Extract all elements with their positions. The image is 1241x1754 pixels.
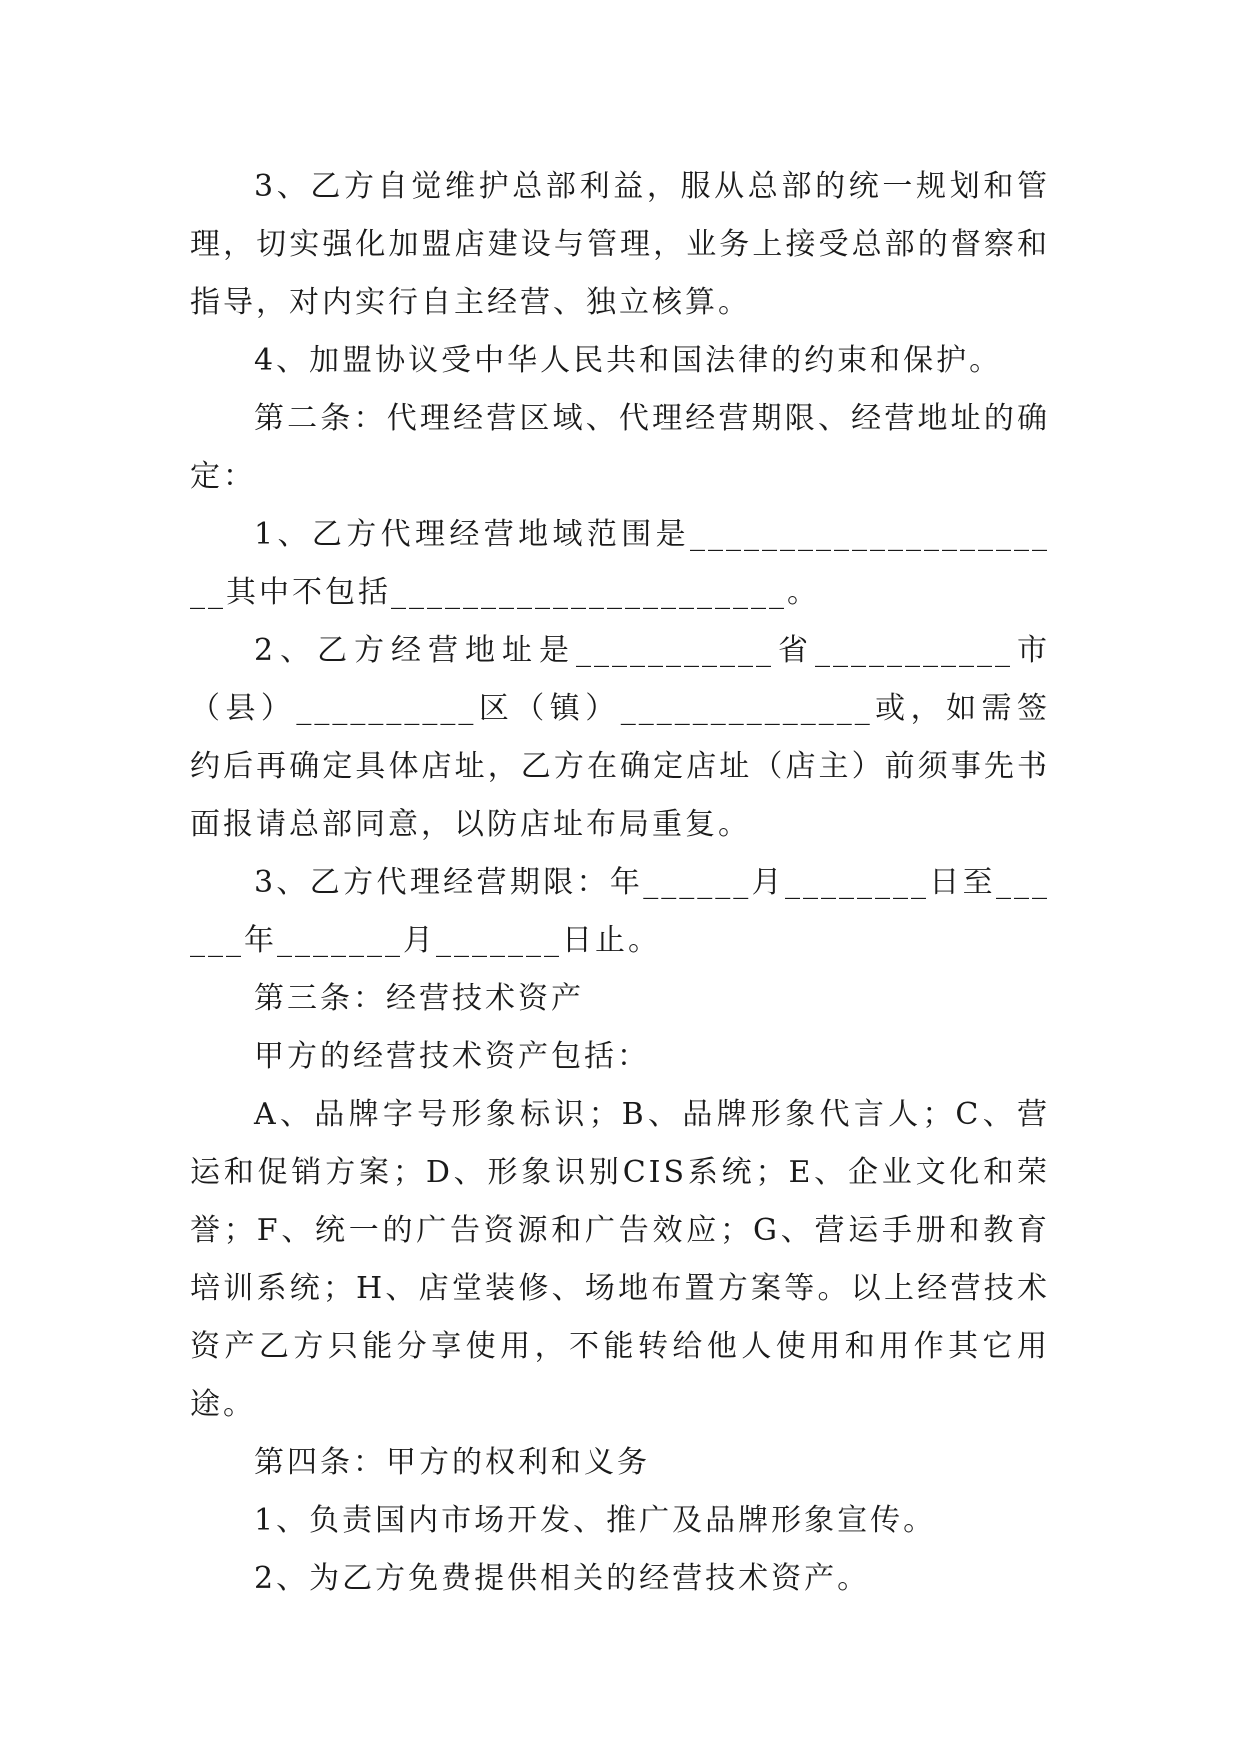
clause-3-self-maintenance: 3、乙方自觉维护总部利益，服从总部的统一规划和管理，切实强化加盟店建设与管理，业务上接受总部的督察和指导，对内实行自主经营、独立核算。 — [190, 169, 1050, 320]
article-2-heading: 第二条：代理经营区域、代理经营期限、经营地址的确定： — [190, 401, 1050, 494]
technical-assets-list: A、品牌字号形象标识；B、品牌形象代言人；C、营运和促销方案；D、形象识别CIS系统；E、企业文化和荣誉；F、统一的广告资源和广告效应；G、营运手册和教育培训系统；H、店堂装修、场地布置方案等。以上经营技术资产乙方只能分享使用，不能转给他人使用和用作其它用途。 — [190, 1097, 1050, 1422]
article-4-heading: 第四条：甲方的权利和义务 — [254, 1445, 650, 1480]
document-page — [190, 158, 1050, 1608]
technical-assets-intro: 甲方的经营技术资产包括： — [254, 1039, 650, 1074]
article-3-heading: 第三条：经营技术资产 — [254, 981, 584, 1016]
party-a-duty-1: 1、负责国内市场开发、推广及品牌形象宣传。 — [254, 1503, 937, 1538]
clause-business-address: 2、乙方经营地址是___________省___________市（县）__________区（镇）______________或，如需签约后再确定具体店址，乙方在确定店址（店主）前须事先书面报请总部同意，以防店址布局重复。 — [190, 633, 1050, 842]
clause-region-scope: 1、乙方代理经营地域范围是______________________其中不包括______________________。 — [190, 517, 1050, 610]
clause-4-legal-protection: 4、加盟协议受中华人民共和国法律的约束和保护。 — [254, 343, 1003, 378]
party-a-duty-2: 2、为乙方免费提供相关的经营技术资产。 — [254, 1561, 871, 1596]
clause-agency-term: 3、乙方代理经营期限：年______月________日至______年_______月_______日止。 — [190, 865, 1050, 958]
